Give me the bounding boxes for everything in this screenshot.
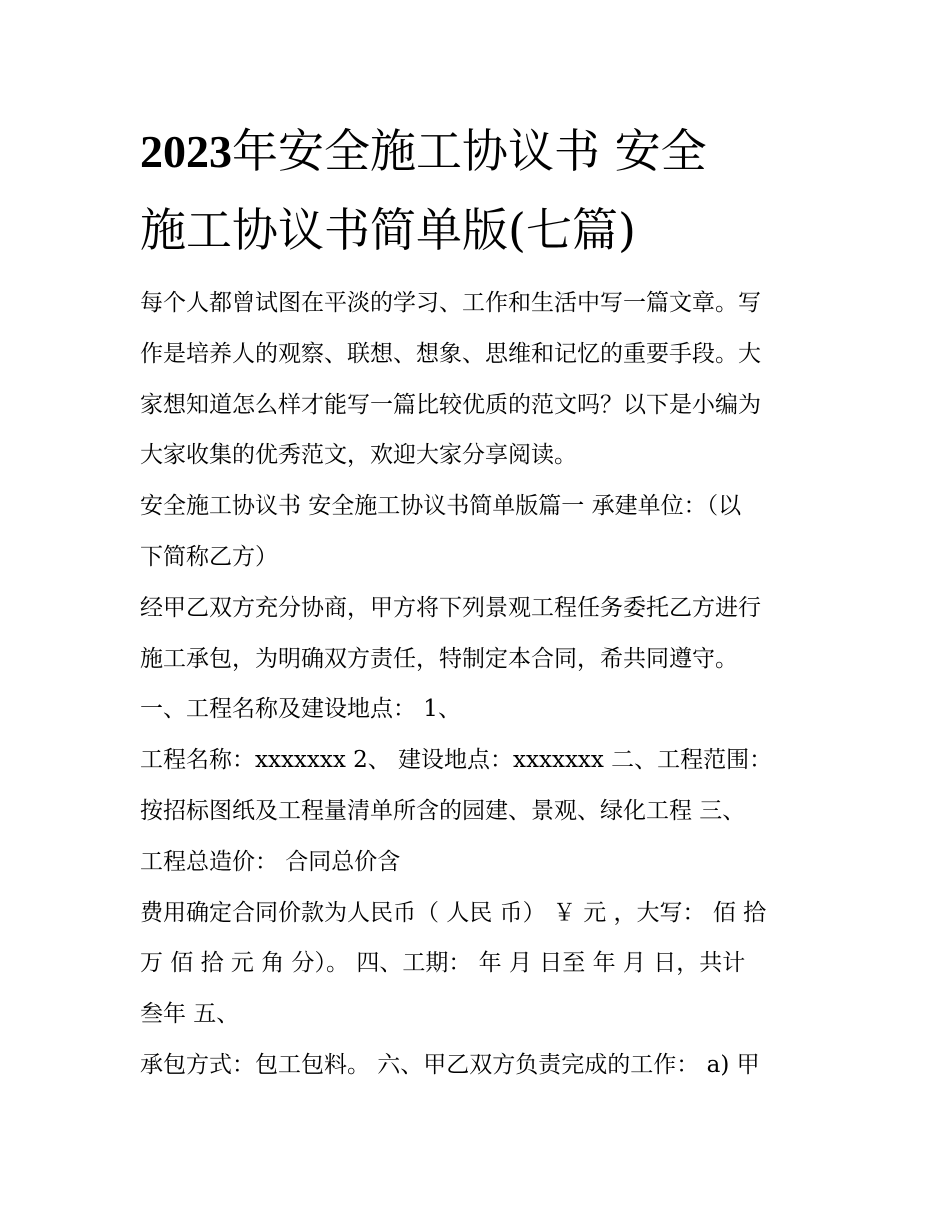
text-line: 承包方式：包工包料。 六、甲乙双方负责完成的工作： a) 甲 (140, 1051, 760, 1078)
title-line-1-text: 年安全施工协议书 安全 (232, 124, 707, 178)
text-line: 工程总造价： 合同总价含 (140, 848, 401, 875)
text-line: 经甲乙双方充分协商，甲方将下列景观工程任务委托乙方进行 (140, 594, 761, 621)
text-line: 叁年 五、 (140, 1001, 240, 1028)
text-line: 施工承包，为明确双方责任，特制定本合同，希共同遵守。 (140, 645, 738, 672)
paragraph-price (140, 888, 820, 1040)
text-line: 每个人都曾试图在平淡的学习、工作和生活中写一篇文章。写 (140, 290, 761, 316)
document-title (140, 112, 820, 269)
text-line: 一、工程名称及建设地点： 1、 (140, 696, 461, 723)
text-line: 安全施工协议书 安全施工协议书简单版篇一 承建单位：（以 (140, 493, 742, 520)
text-line: 按招标图纸及工程量清单所含的园建、景观、绿化工程 三、 (140, 797, 746, 824)
paragraph-clause-1 (140, 684, 820, 735)
paragraph-contract-mode (140, 1040, 820, 1091)
title-year: 2023 (140, 126, 232, 177)
text-line: 作是培养人的观察、联想、想象、思维和记忆的重要手段。大 (140, 340, 761, 367)
title-line-1 (140, 112, 820, 191)
title-line-2: 施工协议书简单版(七篇) (140, 203, 636, 257)
paragraph-agreement (140, 583, 820, 685)
text-line: 大家收集的优秀范文，欢迎大家分享阅读。 (140, 442, 577, 469)
paragraph-section-heading (140, 481, 820, 583)
paragraph-clause-2 (140, 735, 820, 887)
text-line: 下简称乙方） (140, 543, 278, 570)
text-line: 万 佰 拾 元 角 分）。 四、工期： 年 月 日至 年 月 日，共计 (140, 950, 746, 977)
document-body (140, 278, 820, 1091)
paragraph-intro (140, 278, 820, 481)
text-line: 家想知道怎么样才能写一篇比较优质的范文吗？以下是小编为 (140, 391, 761, 418)
text-line: 工程名称：xxxxxxx 2、 建设地点：xxxxxxx 二、工程范围： (140, 747, 773, 774)
text-line: 费用确定合同价款为人民币（ 人民 币） ￥ 元 ，大写： 佰 拾 (140, 899, 767, 926)
